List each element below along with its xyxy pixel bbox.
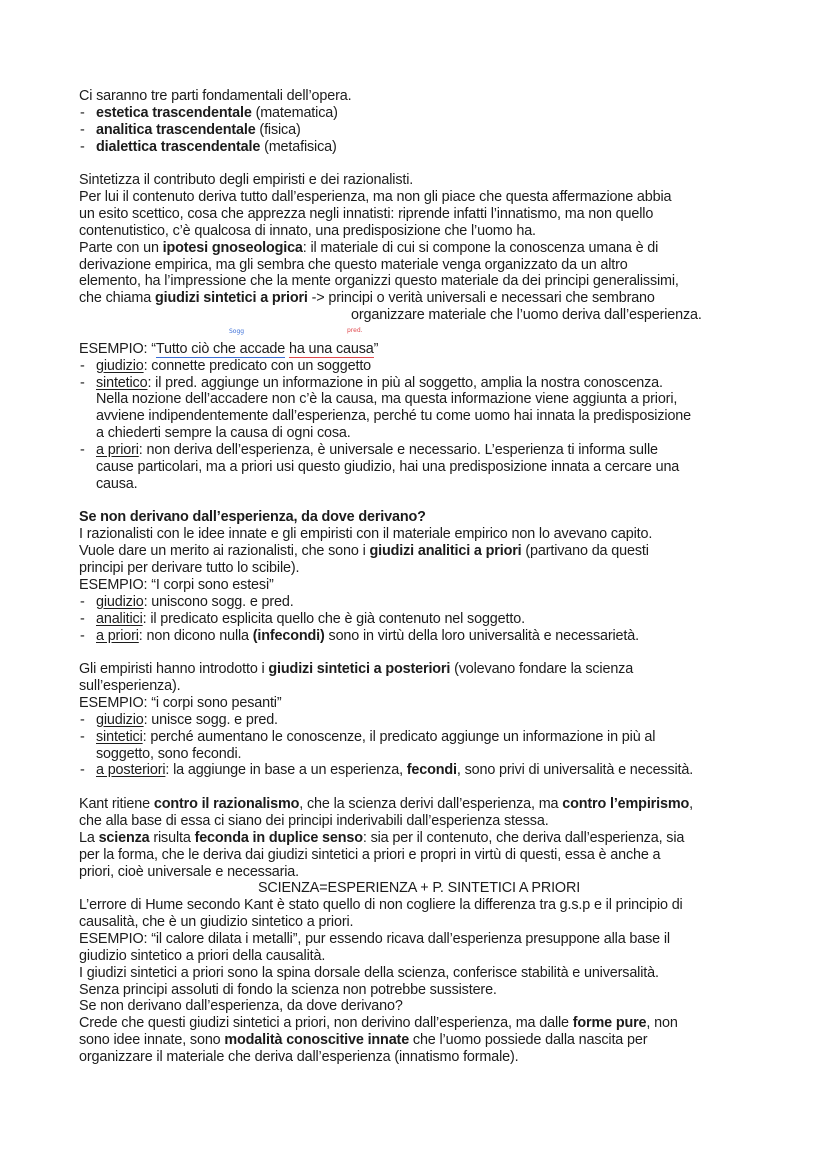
text-span: SCIENZA=ESPERIENZA + P. SINTETICI A PRIORI bbox=[257, 880, 581, 897]
bullet-item bbox=[79, 628, 769, 645]
subject-highlight: Tutto ciò che accade bbox=[155, 340, 286, 357]
text-line bbox=[79, 290, 769, 307]
text-span: che chiama bbox=[79, 290, 155, 307]
text-line bbox=[79, 240, 769, 257]
bullet-dash: - bbox=[80, 593, 85, 610]
bold-term: giudizi sintetici a priori bbox=[154, 290, 308, 307]
text-span: (volevano fondare la scienza bbox=[450, 661, 634, 678]
text-line bbox=[79, 341, 769, 358]
text-line bbox=[79, 982, 769, 999]
text-span: : il pred. aggiunge un informazione in più al soggetto, amplia la nostra conoscenza. bbox=[147, 374, 663, 391]
handwritten-predicate-annotation: pred. bbox=[347, 327, 363, 334]
bullet-item bbox=[79, 375, 769, 392]
blank-line bbox=[79, 779, 769, 796]
bullet-dash: - bbox=[80, 711, 85, 728]
text-line bbox=[79, 391, 769, 408]
blank-line bbox=[79, 155, 769, 172]
bullet-item bbox=[79, 611, 769, 628]
text-span: ESEMPIO: “ bbox=[79, 340, 156, 357]
bullet-item bbox=[79, 139, 769, 156]
underlined-term: sintetico bbox=[96, 374, 148, 391]
text-line bbox=[79, 577, 769, 594]
text-line bbox=[79, 965, 769, 982]
text-span: La bbox=[79, 829, 99, 846]
text-span: che l’uomo possiede dalla nascita per bbox=[409, 1032, 648, 1049]
underlined-term: analitici bbox=[96, 610, 143, 627]
underlined-term: giudizio bbox=[96, 593, 144, 610]
text-span: ESEMPIO: “il calore dilata i metalli”, pur essendo ricava dall’esperienza presuppone alla base il bbox=[79, 930, 670, 947]
bold-term: forme pure bbox=[572, 1015, 647, 1032]
bold-term: (infecondi) bbox=[252, 627, 325, 644]
blank-line bbox=[79, 324, 769, 341]
text-line bbox=[79, 560, 769, 577]
bold-term: Se non derivano dall’esperienza, da dove derivano? bbox=[79, 509, 426, 526]
text-line bbox=[79, 307, 769, 324]
bullet-dash: - bbox=[80, 728, 85, 745]
text-span: Nella nozione dell’accadere non c’è la causa, ma questa informazione viene aggiunta a priori, bbox=[96, 391, 678, 408]
text-line bbox=[79, 661, 769, 678]
text-span: : la aggiunge in base a un esperienza, bbox=[165, 762, 407, 779]
predicate-highlight: ha una causa bbox=[289, 340, 374, 357]
underlined-term: sintetici bbox=[96, 728, 143, 745]
text-span: (fisica) bbox=[255, 121, 301, 138]
text-line bbox=[79, 813, 769, 830]
bullet-item bbox=[79, 122, 769, 139]
text-line bbox=[79, 864, 769, 881]
text-span: L’errore di Hume secondo Kant è stato quello di non cogliere la differenza tra g.s.p e il principio di bbox=[79, 897, 683, 914]
bold-term: modalità conoscitive innate bbox=[224, 1032, 410, 1049]
text-span: Ci saranno tre parti fondamentali dell’opera. bbox=[79, 88, 352, 104]
bullet-dash: - bbox=[80, 357, 85, 374]
text-line bbox=[79, 543, 769, 560]
text-span: giudizio sintetico a priori della causalità. bbox=[79, 947, 326, 964]
text-span: , che la scienza derivi dall’esperienza, ma bbox=[299, 796, 563, 813]
text-span: Gli empiristi hanno introdotto i bbox=[79, 661, 269, 678]
text-span: sull’esperienza). bbox=[79, 678, 181, 695]
text-line bbox=[79, 257, 769, 274]
bold-term: estetica trascendentale bbox=[96, 104, 252, 121]
text-span: , non bbox=[646, 1015, 678, 1032]
bold-term: analitica trascendentale bbox=[96, 121, 256, 138]
text-line bbox=[79, 408, 769, 425]
text-line bbox=[79, 476, 769, 493]
underlined-term: a priori bbox=[96, 627, 139, 644]
bold-term: giudizi analitici a priori bbox=[369, 543, 522, 560]
text-line bbox=[79, 273, 769, 290]
text-span: , bbox=[689, 796, 693, 813]
text-span: ESEMPIO: “I corpi sono estesi” bbox=[79, 576, 274, 593]
blank-line bbox=[79, 493, 769, 510]
text-line bbox=[79, 914, 769, 931]
text-span: : non dicono nulla bbox=[138, 627, 253, 644]
bullet-item bbox=[79, 442, 769, 459]
text-span: per la forma, che le deriva dai giudizi sintetici a priori e propri in virtù di questi, essa è anche a bbox=[79, 846, 661, 863]
bold-term: scienza bbox=[98, 829, 150, 846]
text-span: causa. bbox=[96, 475, 138, 492]
text-line bbox=[79, 206, 769, 223]
text-line bbox=[79, 509, 769, 526]
underlined-term: giudizio bbox=[96, 711, 144, 728]
bullet-dash: - bbox=[80, 442, 85, 459]
text-span: I giudizi sintetici a priori sono la spina dorsale della scienza, conferisce stabilità e universalità. bbox=[79, 964, 659, 981]
bold-term: ipotesi gnoseologica bbox=[162, 239, 303, 256]
text-span: causalità, che è un giudizio sintetico a priori. bbox=[79, 914, 354, 931]
bullet-dash: - bbox=[80, 627, 85, 644]
text-span: ” bbox=[373, 340, 379, 357]
text-line bbox=[79, 847, 769, 864]
text-line bbox=[79, 189, 769, 206]
text-span: (matematica) bbox=[251, 104, 338, 121]
text-line bbox=[79, 223, 769, 240]
text-span: sono idee innate, sono bbox=[79, 1032, 225, 1049]
text-span: cause particolari, ma a priori usi questo giudizio, hai una predisposizione innata a cercare una bbox=[96, 458, 680, 475]
text-span: elemento, ha l’impressione che la mente organizzi questo materiale da dei principi generalissimi, bbox=[79, 273, 679, 290]
text-span: Crede che questi giudizi sintetici a priori, non derivino dall’esperienza, ma dalle bbox=[79, 1015, 573, 1032]
text-line bbox=[79, 796, 769, 813]
bullet-dash: - bbox=[80, 104, 85, 121]
text-span: (partivano da questi bbox=[521, 543, 649, 560]
text-line bbox=[79, 931, 769, 948]
blank-line bbox=[79, 644, 769, 661]
text-span: organizzare materiale che l’uomo deriva dall’esperienza. bbox=[351, 307, 702, 324]
text-line bbox=[79, 897, 769, 914]
bullet-item bbox=[79, 712, 769, 729]
text-line bbox=[79, 830, 769, 847]
text-span: derivazione empirica, ma gli sembra che questo materiale venga organizzato da un altro bbox=[79, 256, 628, 273]
bullet-dash: - bbox=[80, 374, 85, 391]
text-span: , sono privi di universalità e necessità. bbox=[456, 762, 694, 779]
text-span: : unisce sogg. e pred. bbox=[143, 711, 278, 728]
bullet-dash: - bbox=[80, 138, 85, 155]
underlined-term: a priori bbox=[96, 442, 139, 459]
text-span: -> principi o verità universali e necessari che sembrano bbox=[307, 290, 655, 307]
text-line bbox=[79, 526, 769, 543]
text-span: Parte con un bbox=[79, 239, 163, 256]
text-span: a chiederti sempre la causa di ogni cosa. bbox=[96, 425, 351, 442]
bold-term: dialettica trascendentale bbox=[96, 138, 261, 155]
text-line bbox=[79, 172, 769, 189]
text-span: : uniscono sogg. e pred. bbox=[143, 593, 294, 610]
bold-term: contro l’empirismo bbox=[562, 796, 690, 813]
text-span: (metafisica) bbox=[260, 138, 337, 155]
text-span: sono in virtù della loro universalità e necessarietà. bbox=[324, 627, 639, 644]
text-span: : il materiale di cui si compone la conoscenza umana è di bbox=[302, 239, 659, 256]
text-line bbox=[79, 695, 769, 712]
text-span: che alla base di essa ci siano dei principi inderivabili dall’esperienza stessa. bbox=[79, 812, 549, 829]
bold-term: feconda in duplice senso bbox=[194, 829, 363, 846]
bullet-dash: - bbox=[80, 762, 85, 779]
underlined-term: giudizio bbox=[96, 357, 144, 374]
text-span: Kant ritiene bbox=[79, 796, 154, 813]
bullet-dash: - bbox=[80, 610, 85, 627]
text-line bbox=[79, 880, 769, 897]
text-span: Vuole dare un merito ai razionalisti, che sono i bbox=[79, 543, 370, 560]
bold-term: giudizi sintetici a posteriori bbox=[268, 661, 451, 678]
text-span: Sintetizza il contributo degli empiristi e dei razionalisti. bbox=[79, 172, 414, 189]
text-span: organizzare il materiale che deriva dall’esperienza (innatismo formale). bbox=[79, 1048, 519, 1065]
text-line bbox=[79, 1015, 769, 1032]
text-span: ESEMPIO: “i corpi sono pesanti” bbox=[79, 694, 282, 711]
text-span: Per lui il contenuto deriva tutto dall’esperienza, ma non gli piace che questa affermazione abbia bbox=[79, 189, 672, 206]
text-span: : il predicato esplicita quello che è già contenuto nel soggetto. bbox=[142, 610, 525, 627]
text-span: : connette predicato con un soggetto bbox=[143, 357, 372, 374]
text-line bbox=[79, 425, 769, 442]
text-span: : non deriva dell’esperienza, è universale e necessario. L’esperienza ti informa sulle bbox=[138, 442, 658, 459]
bullet-item bbox=[79, 358, 769, 375]
text-span: principi per derivare tutto lo scibile). bbox=[79, 560, 300, 577]
bullet-item bbox=[79, 762, 769, 779]
text-line bbox=[79, 1049, 769, 1066]
bold-term: fecondi bbox=[406, 762, 457, 779]
text-span: contenutistico, c’è qualcosa di innato, una predisposizione che l’uomo ha. bbox=[79, 222, 536, 239]
text-line bbox=[79, 998, 769, 1015]
text-span: Senza principi assoluti di fondo la scienza non potrebbe sussistere. bbox=[79, 981, 497, 998]
bullet-item bbox=[79, 594, 769, 611]
text-line bbox=[79, 746, 769, 763]
text-span: I razionalisti con le idee innate e gli empiristi con il materiale empirico non lo avevano capito. bbox=[79, 526, 653, 543]
underlined-term: a posteriori bbox=[96, 762, 166, 779]
text-line bbox=[79, 948, 769, 965]
text-span: risulta bbox=[149, 829, 195, 846]
text-line bbox=[79, 678, 769, 695]
text-line bbox=[79, 88, 769, 105]
text-span: soggetto, sono fecondi. bbox=[96, 745, 242, 762]
text-span: : sia per il contenuto, che deriva dall’esperienza, sia bbox=[362, 829, 685, 846]
bullet-dash: - bbox=[80, 121, 85, 138]
text-span: avviene indipendentemente dall’esperienza, perché tu come uomo hai innata la predisposizione bbox=[96, 408, 691, 425]
text-span: priori, cioè universale e necessaria. bbox=[79, 863, 300, 880]
text-span: un esito scettico, cosa che apprezza negli innatisti: riprende infatti l’innatismo, ma non quello bbox=[79, 206, 654, 223]
text-line bbox=[79, 459, 769, 476]
text-line bbox=[79, 1032, 769, 1049]
document-body bbox=[79, 88, 769, 1066]
handwritten-subject-annotation: Sogg bbox=[229, 328, 245, 335]
bullet-item bbox=[79, 105, 769, 122]
bullet-item bbox=[79, 729, 769, 746]
text-span: Se non derivano dall’esperienza, da dove derivano? bbox=[79, 998, 403, 1015]
bold-term: contro il razionalismo bbox=[153, 796, 300, 813]
text-span: : perché aumentano le conoscenze, il predicato aggiunge un informazione in più al bbox=[142, 728, 656, 745]
